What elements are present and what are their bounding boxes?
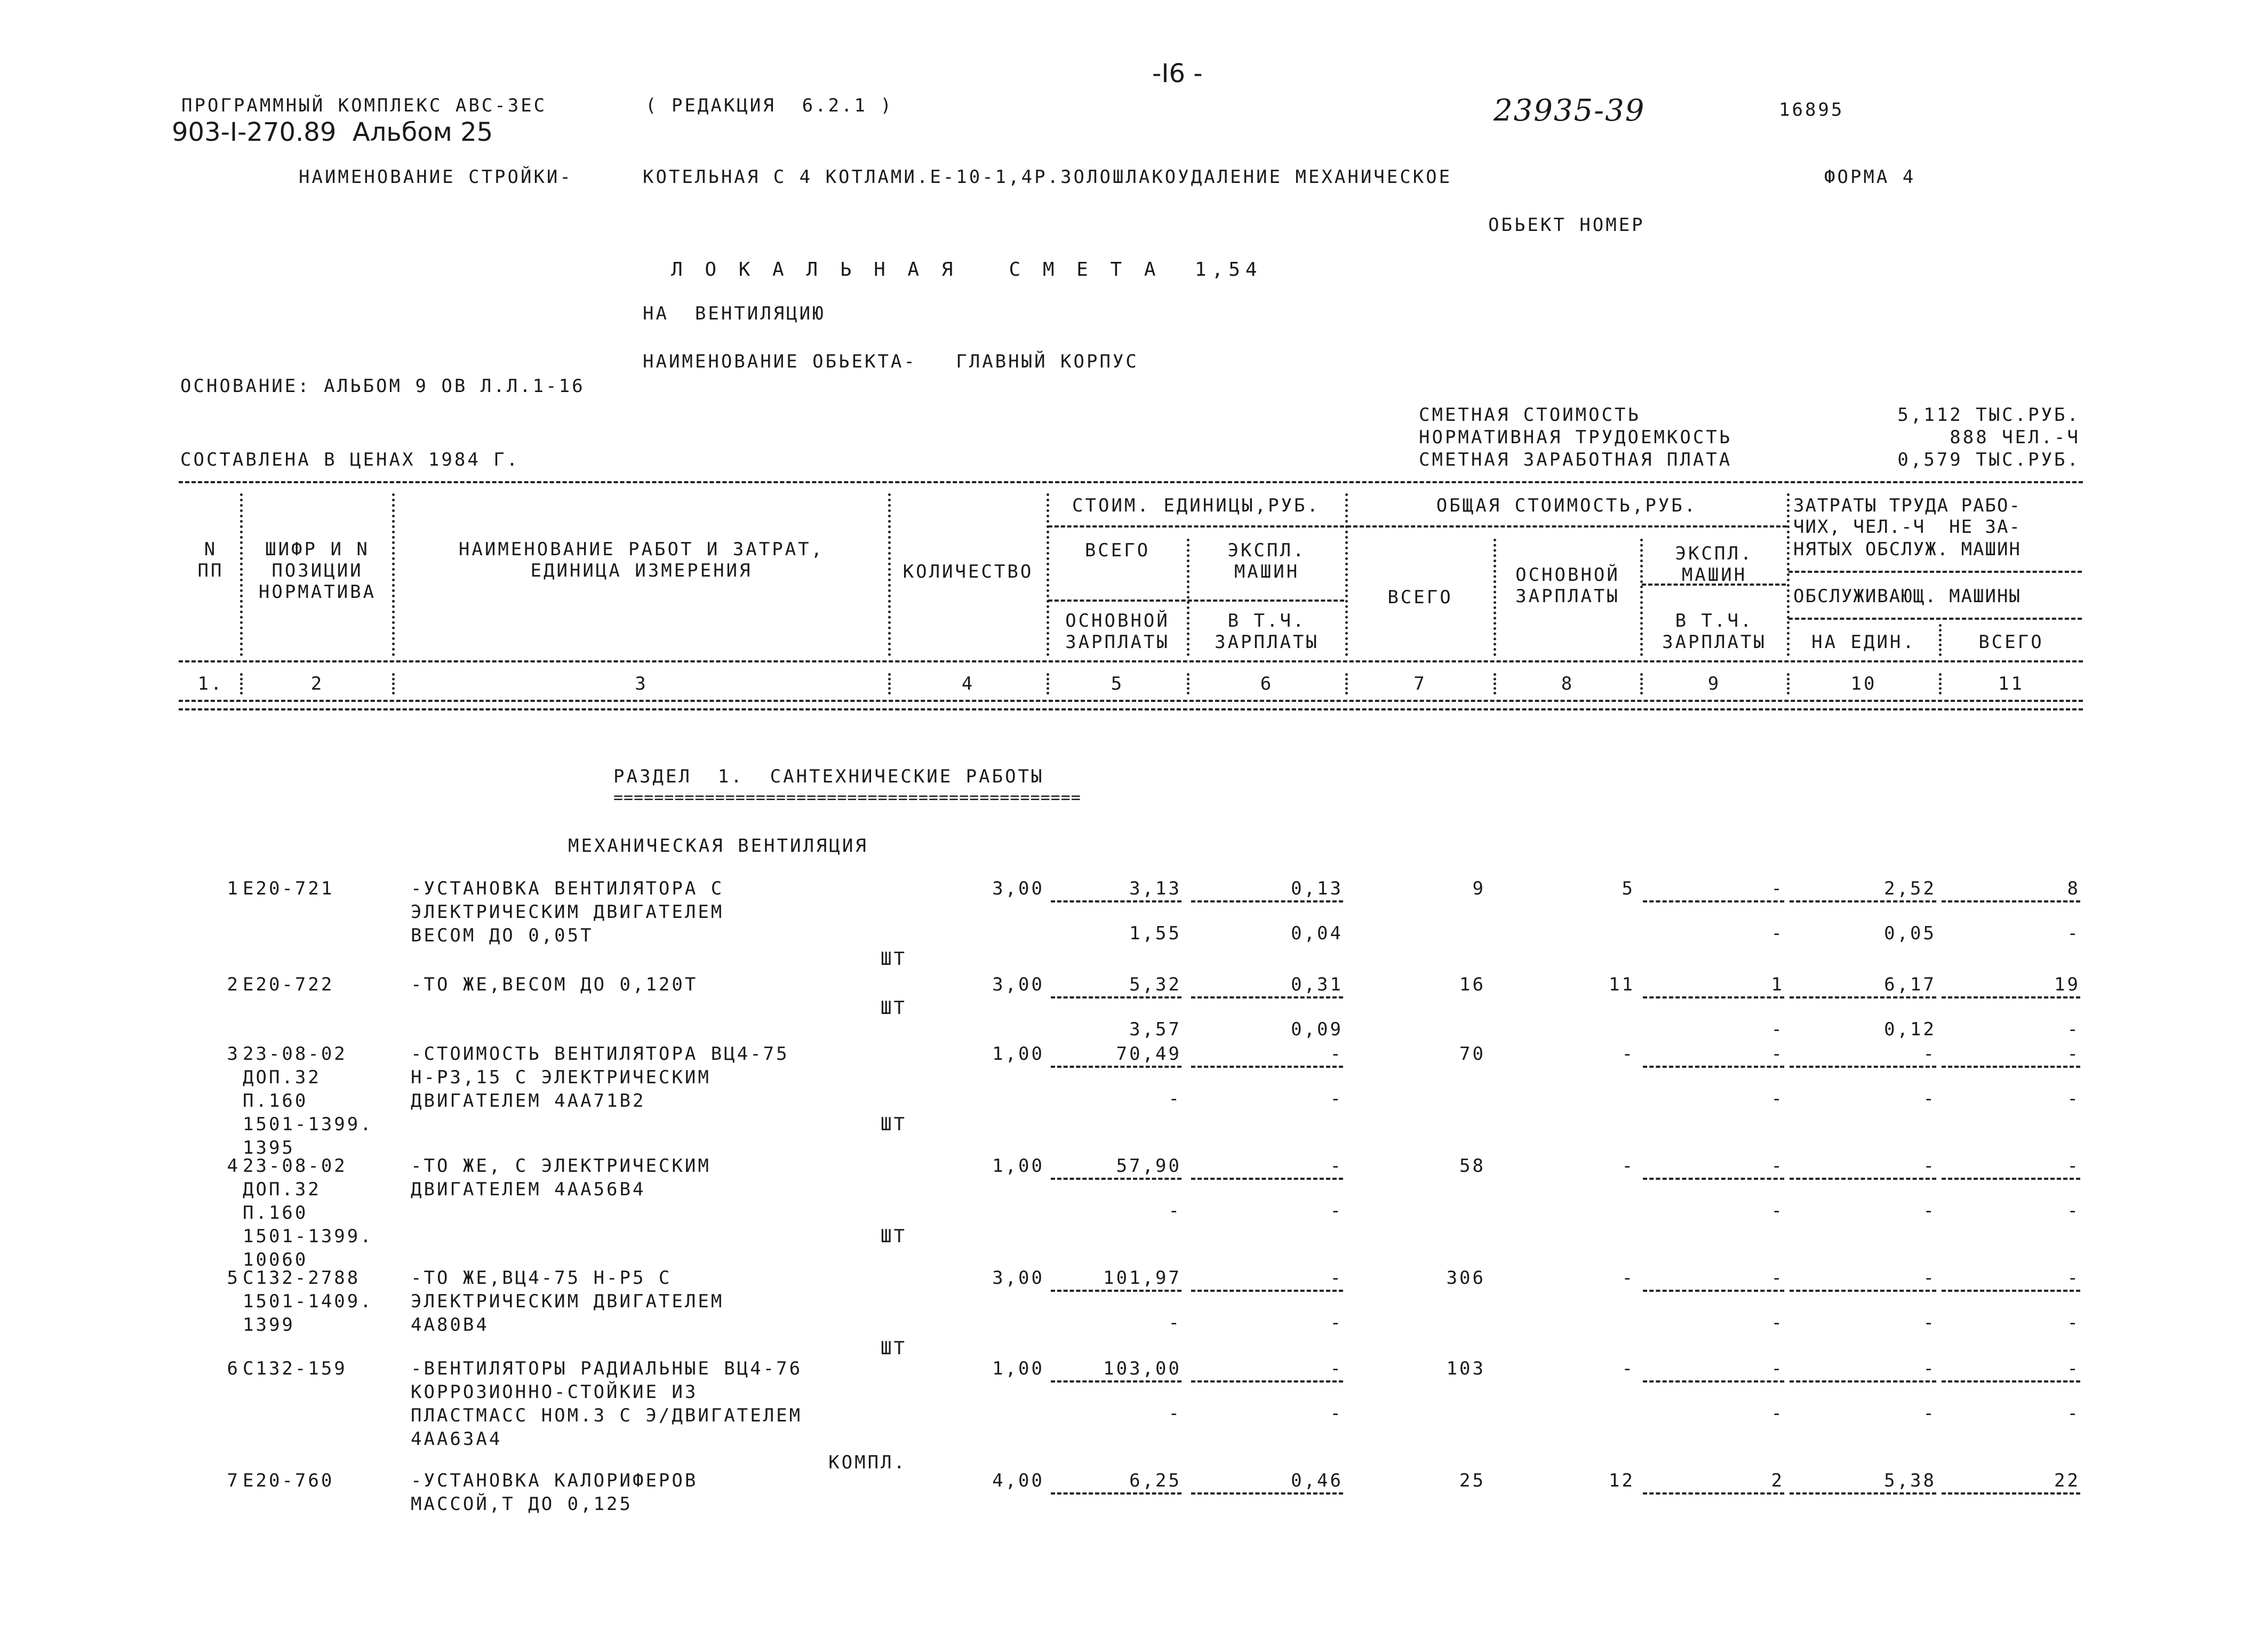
cell-divider-rule [1942, 1380, 2080, 1383]
row-number: 5 [227, 1267, 240, 1289]
row-unit: ШТ [881, 1114, 907, 1135]
cell-divider-rule [1051, 996, 1181, 998]
cell-divider-rule [1051, 1380, 1181, 1383]
header-total-base: ЗАРПЛАТЫ [1515, 586, 1620, 607]
basis-reference: ОСНОВАНИЕ: АЛЬБОМ 9 ОВ Л.Л.1-16 [180, 375, 585, 397]
total-cost: 25 [1459, 1470, 1486, 1491]
labor-machines-total: - [2067, 1088, 2080, 1109]
header-total-base: ОСНОВНОЙ [1515, 564, 1620, 586]
summary-label: СМЕТНАЯ СТОИМОСТЬ [1419, 404, 1641, 426]
album-reference: 903-I-270.89 Альбом 25 [172, 117, 493, 147]
cell-divider-rule [1790, 1066, 1936, 1068]
row-description: ЭЛЕКТРИЧЕСКИМ ДВИГАТЕЛЕМ [411, 1291, 724, 1312]
total-cost: 103 [1446, 1358, 1486, 1379]
total-machines: - [1771, 878, 1784, 899]
header-total-mach: ЭКСПЛ. [1675, 543, 1754, 564]
row-number: 1 [227, 878, 240, 899]
row-code: 23-08-02 [243, 1155, 347, 1177]
price-basis: СОСТАВЛЕНА В ЦЕНАХ 1984 Г. [180, 449, 520, 470]
total-base-salary: 12 [1609, 1470, 1635, 1491]
cell-divider-rule [1942, 1178, 2080, 1180]
unit-cost-salary-incl: - [1330, 1200, 1343, 1221]
labor-total: - [2067, 1043, 2080, 1065]
row-description: -СТОИМОСТЬ ВЕНТИЛЯТОРА ВЦ4-75 [411, 1043, 789, 1065]
unit-cost-base-salary: - [1168, 1312, 1181, 1333]
total-cost: 16 [1459, 974, 1486, 995]
unit-cost-total: 103,00 [1103, 1358, 1181, 1379]
unit-cost-total: 6,25 [1129, 1470, 1181, 1491]
row-quantity: 1,00 [992, 1155, 1044, 1177]
row-quantity: 4,00 [992, 1470, 1044, 1491]
total-machines: - [1771, 1155, 1784, 1177]
header-total-cost: ОБЩАЯ СТОИМОСТЬ,РУБ. [1436, 495, 1698, 516]
column-divider [1640, 673, 1643, 694]
row-quantity: 3,00 [992, 974, 1044, 995]
cell-divider-rule [1790, 900, 1936, 902]
cell-divider-rule [1191, 996, 1343, 998]
unit-cost-salary-incl: 0,04 [1291, 923, 1343, 944]
total-machines: 2 [1771, 1470, 1784, 1491]
cell-divider-rule [1051, 1492, 1181, 1495]
unit-cost-base-salary: - [1168, 1088, 1181, 1109]
total-machine-salary: - [1771, 1019, 1784, 1040]
cell-divider-rule [1191, 1492, 1343, 1495]
labor-per-unit: - [1923, 1155, 1936, 1177]
document-title: Л О К А Л Ь Н А Я С М Е Т А 1,54 [671, 259, 1263, 281]
program-name: ПРОГРАММНЫЙ КОМПЛЕКС АВС-3ЕС [181, 95, 547, 116]
column-number: 10 [1850, 673, 1877, 694]
cell-divider-rule [1790, 1290, 1936, 1292]
row-unit: ШТ [881, 1226, 907, 1247]
total-machines: - [1771, 1358, 1784, 1379]
summary-value: 888 ЧЕЛ.-Ч [1950, 427, 2080, 448]
column-divider [1047, 673, 1049, 694]
header-labor-total: ВСЕГО [1978, 632, 2044, 653]
unit-cost-total: 57,90 [1116, 1155, 1181, 1177]
cell-divider-rule [1051, 900, 1181, 902]
column-number-rule [179, 708, 2083, 710]
row-code: Е20-760 [243, 1470, 334, 1491]
row-description: ДВИГАТЕЛЕМ 4АА56В4 [411, 1179, 646, 1200]
labor-total: 19 [2054, 974, 2080, 995]
row-description: ПЛАСТМАСС НОМ.3 С Э/ДВИГАТЕЛЕМ [411, 1405, 803, 1426]
summary-label: НОРМАТИВНАЯ ТРУДОЕМКОСТЬ [1419, 427, 1732, 448]
header-sub-rule [1048, 525, 1344, 528]
row-code: П.160 [243, 1202, 308, 1224]
header-total-all: ВСЕГО [1387, 587, 1453, 608]
header-code-label: НОРМАТИВА [258, 581, 377, 603]
header-unit-base: ОСНОВНОЙ [1065, 610, 1170, 632]
row-number: 3 [227, 1043, 240, 1065]
row-description: -ВЕНТИЛЯТОРЫ РАДИАЛЬНЫЕ ВЦ4-76 [411, 1358, 803, 1379]
column-number: 6 [1260, 673, 1274, 694]
row-code: С132-2788 [243, 1267, 361, 1289]
header-sub-rule [1048, 600, 1344, 602]
column-divider [888, 673, 891, 694]
labor-machines-per-unit: - [1923, 1088, 1936, 1109]
program-edition: ( РЕДАКЦИЯ 6.2.1 ) [645, 95, 893, 116]
cell-divider-rule [1790, 1492, 1936, 1495]
header-desc-label: НАИМЕНОВАНИЕ РАБОТ И ЗАТРАТ, [458, 539, 825, 560]
labor-machines-total: - [2067, 1403, 2080, 1424]
header-sub-rule [1347, 525, 1787, 528]
row-code: 10060 [243, 1249, 308, 1271]
total-base-salary: 11 [1609, 974, 1635, 995]
labor-total: 8 [2067, 878, 2080, 899]
section-underline: ============================================== [613, 788, 1081, 807]
unit-cost-base-salary: - [1168, 1403, 1181, 1424]
header-unit-incl: ЗАРПЛАТЫ [1215, 632, 1319, 653]
unit-cost-machines: 0,31 [1291, 974, 1343, 995]
header-labor: НЯТЫХ ОБСЛУЖ. МАШИН [1793, 539, 2021, 560]
cell-divider-rule [1051, 1178, 1181, 1180]
construction-label: НАИМЕНОВАНИЕ СТРОЙКИ- [299, 166, 573, 188]
header-labor-machines: ОБСЛУЖИВАЮЩ. МАШИНЫ [1793, 586, 2021, 607]
unit-cost-machines: 0,46 [1291, 1470, 1343, 1491]
unit-cost-salary-incl: - [1330, 1312, 1343, 1333]
header-sub-rule [1788, 618, 2082, 620]
cell-divider-rule [1942, 996, 2080, 998]
row-description: ЭЛЕКТРИЧЕСКИМ ДВИГАТЕЛЕМ [411, 901, 724, 923]
unit-cost-total: 5,32 [1129, 974, 1181, 995]
cell-divider-rule [1790, 1380, 1936, 1383]
total-machine-salary: - [1771, 1312, 1784, 1333]
row-number: 4 [227, 1155, 240, 1177]
object-name: НАИМЕНОВАНИЕ ОБЬЕКТА- ГЛАВНЫЙ КОРПУС [643, 351, 1139, 372]
header-bottom-rule [179, 660, 2083, 662]
row-quantity: 1,00 [992, 1358, 1044, 1379]
page-number: -I6 - [1152, 59, 1203, 89]
cell-divider-rule [1942, 1290, 2080, 1292]
column-number: 9 [1707, 673, 1721, 694]
labor-per-unit: 5,38 [1884, 1470, 1936, 1491]
header-unit-total: ВСЕГО [1084, 540, 1151, 561]
row-code: Е20-721 [243, 878, 334, 899]
unit-cost-machines: - [1330, 1155, 1343, 1177]
cell-divider-rule [1051, 1290, 1181, 1292]
labor-per-unit: 6,17 [1884, 974, 1936, 995]
total-cost: 70 [1459, 1043, 1486, 1065]
cell-divider-rule [1643, 1290, 1784, 1292]
labor-machines-per-unit: 0,05 [1884, 923, 1936, 944]
row-code: ДОП.32 [243, 1179, 321, 1200]
labor-machines-per-unit: - [1923, 1200, 1936, 1221]
header-qty-label: КОЛИЧЕСТВО [903, 561, 1034, 582]
unit-cost-base-salary: 1,55 [1129, 923, 1181, 944]
header-unit-mach: ЭКСПЛ. [1227, 540, 1306, 561]
row-code: 1395 [243, 1137, 295, 1158]
column-number: 7 [1413, 673, 1427, 694]
unit-cost-total: 70,49 [1116, 1043, 1181, 1065]
total-cost: 58 [1459, 1155, 1486, 1177]
header-num-label: ПП [197, 560, 224, 581]
column-divider [1787, 673, 1790, 694]
summary-label: СМЕТНАЯ ЗАРАБОТНАЯ ПЛАТА [1419, 449, 1732, 470]
cell-divider-rule [1942, 1066, 2080, 1068]
column-number: 2 [310, 673, 324, 694]
header-top-rule [179, 481, 2083, 483]
labor-machines-total: - [2067, 1312, 2080, 1333]
column-divider [1939, 673, 1942, 694]
form-number: ФОРМА 4 [1824, 166, 1916, 188]
header-total-mach: МАШИН [1681, 564, 1747, 586]
labor-per-unit: - [1923, 1267, 1936, 1289]
header-total-incl: ЗАРПЛАТЫ [1662, 632, 1767, 653]
row-code: С132-159 [243, 1358, 347, 1379]
cell-divider-rule [1643, 1380, 1784, 1383]
unit-cost-machines: 0,13 [1291, 878, 1343, 899]
header-code-label: ШИФР И N [265, 539, 370, 560]
cell-divider-rule [1643, 1178, 1784, 1180]
header-desc-label: ЕДИНИЦА ИЗМЕРЕНИЯ [530, 560, 753, 581]
row-description: КОРРОЗИОННО-СТОЙКИЕ ИЗ [411, 1381, 698, 1403]
summary-value: 0,579 ТЫС.РУБ. [1897, 449, 2080, 470]
header-unit-mach: МАШИН [1234, 561, 1300, 582]
header-labor: ЧИХ, ЧЕЛ.-Ч НЕ ЗА- [1793, 516, 2021, 538]
column-number: 3 [635, 673, 648, 694]
total-machine-salary: - [1771, 923, 1784, 944]
labor-per-unit: - [1923, 1043, 1936, 1065]
unit-cost-machines: - [1330, 1043, 1343, 1065]
labor-total: 22 [2054, 1470, 2080, 1491]
total-machines: 1 [1771, 974, 1784, 995]
row-description: -ТО ЖЕ,ВЦ4-75 Н-Р5 С [411, 1267, 672, 1289]
labor-per-unit: 2,52 [1884, 878, 1936, 899]
cell-divider-rule [1643, 1066, 1784, 1068]
total-cost: 306 [1446, 1267, 1486, 1289]
row-description: МАССОЙ,Т ДО 0,125 [411, 1493, 633, 1515]
column-number: 8 [1561, 673, 1575, 694]
section-title: РАЗДЕЛ 1. САНТЕХНИЧЕСКИЕ РАБОТЫ [613, 766, 1044, 787]
total-machine-salary: - [1771, 1088, 1784, 1109]
labor-machines-total: - [2067, 1019, 2080, 1040]
cell-divider-rule [1191, 1380, 1343, 1383]
labor-total: - [2067, 1267, 2080, 1289]
document-number: 16895 [1779, 99, 1844, 121]
row-description: -ТО ЖЕ, С ЭЛЕКТРИЧЕСКИМ [411, 1155, 711, 1177]
labor-machines-per-unit: - [1923, 1403, 1936, 1424]
header-unit-base: ЗАРПЛАТЫ [1065, 632, 1170, 653]
row-number: 7 [227, 1470, 240, 1491]
total-base-salary: - [1622, 1155, 1635, 1177]
total-base-salary: - [1622, 1267, 1635, 1289]
row-code: 23-08-02 [243, 1043, 347, 1065]
row-description: Н-Р3,15 С ЭЛЕКТРИЧЕСКИМ [411, 1067, 711, 1088]
unit-cost-total: 101,97 [1103, 1267, 1181, 1289]
cell-divider-rule [1191, 1178, 1343, 1180]
cell-divider-rule [1191, 900, 1343, 902]
column-divider [240, 673, 243, 694]
cell-divider-rule [1191, 1290, 1343, 1292]
row-description: 4АА63А4 [411, 1428, 502, 1450]
column-number-rule [179, 700, 2083, 702]
header-unit-cost: СТОИМ. ЕДИНИЦЫ,РУБ. [1072, 495, 1320, 516]
unit-cost-salary-incl: 0,09 [1291, 1019, 1343, 1040]
row-quantity: 3,00 [992, 878, 1044, 899]
row-quantity: 3,00 [992, 1267, 1044, 1289]
total-base-salary: - [1622, 1043, 1635, 1065]
row-code: ДОП.32 [243, 1067, 321, 1088]
column-divider [1345, 493, 1348, 656]
column-number: 11 [1998, 673, 2024, 694]
column-divider [1494, 673, 1496, 694]
row-number: 2 [227, 974, 240, 995]
row-code: Е20-722 [243, 974, 334, 995]
row-code: 1501-1409. [243, 1291, 373, 1312]
document-code: 23935-39 [1494, 93, 1646, 128]
total-machines: - [1771, 1267, 1784, 1289]
cell-divider-rule [1790, 1178, 1936, 1180]
header-sub-rule [1788, 571, 2082, 573]
header-labor: ЗАТРАТЫ ТРУДА РАБО- [1793, 495, 2021, 516]
labor-machines-per-unit: 0,12 [1884, 1019, 1936, 1040]
row-description: ДВИГАТЕЛЕМ 4АА71В2 [411, 1090, 646, 1112]
labor-machines-per-unit: - [1923, 1312, 1936, 1333]
row-description: ВЕСОМ ДО 0,05Т [411, 925, 594, 946]
unit-cost-base-salary: - [1168, 1200, 1181, 1221]
row-number: 6 [227, 1358, 240, 1379]
unit-cost-salary-incl: - [1330, 1403, 1343, 1424]
row-code: 1399 [243, 1314, 295, 1336]
unit-cost-total: 3,13 [1129, 878, 1181, 899]
object-number: ОБЬЕКТ НОМЕР [1488, 214, 1645, 236]
cell-divider-rule [1942, 900, 2080, 902]
column-number: 1. [197, 673, 224, 694]
row-code: 1501-1399. [243, 1114, 373, 1135]
row-unit: ШТ [881, 948, 907, 970]
column-number: 4 [961, 673, 975, 694]
total-machine-salary: - [1771, 1200, 1784, 1221]
header-total-incl: В Т.Ч. [1675, 610, 1754, 632]
cell-divider-rule [1643, 900, 1784, 902]
labor-total: - [2067, 1358, 2080, 1379]
header-code-label: ПОЗИЦИИ [271, 560, 363, 581]
total-base-salary: - [1622, 1358, 1635, 1379]
total-base-salary: 5 [1622, 878, 1635, 899]
cell-divider-rule [1643, 996, 1784, 998]
column-divider [392, 673, 395, 694]
unit-cost-salary-incl: - [1330, 1088, 1343, 1109]
row-unit: КОМПЛ. [828, 1452, 907, 1473]
cell-divider-rule [1790, 996, 1936, 998]
row-description: -ТО ЖЕ,ВЕСОМ ДО 0,120Т [411, 974, 698, 995]
labor-per-unit: - [1923, 1358, 1936, 1379]
row-unit: ШТ [881, 1338, 907, 1359]
cell-divider-rule [1942, 1492, 2080, 1495]
labor-machines-total: - [2067, 923, 2080, 944]
cell-divider-rule [1051, 1066, 1181, 1068]
row-description: -УСТАНОВКА ВЕНТИЛЯТОРА С [411, 878, 724, 899]
column-number: 5 [1111, 673, 1124, 694]
labor-total: - [2067, 1155, 2080, 1177]
total-machine-salary: - [1771, 1403, 1784, 1424]
labor-machines-total: - [2067, 1200, 2080, 1221]
header-labor-unit: НА ЕДИН. [1811, 632, 1916, 653]
header-num-label: N [204, 539, 218, 560]
total-machines: - [1771, 1043, 1784, 1065]
document-subtitle: НА ВЕНТИЛЯЦИЮ [643, 303, 826, 324]
subsection-title: МЕХАНИЧЕСКАЯ ВЕНТИЛЯЦИЯ [568, 835, 868, 857]
row-code: 1501-1399. [243, 1226, 373, 1247]
summary-value: 5,112 ТЫС.РУБ. [1897, 404, 2080, 426]
total-cost: 9 [1472, 878, 1486, 899]
construction-name: КОТЕЛЬНАЯ С 4 КОТЛАМИ.Е-10-1,4Р.ЗОЛОШЛАКОУДАЛЕНИЕ МЕХАНИЧЕСКОЕ [643, 166, 1452, 188]
unit-cost-machines: - [1330, 1358, 1343, 1379]
unit-cost-machines: - [1330, 1267, 1343, 1289]
cell-divider-rule [1191, 1066, 1343, 1068]
header-unit-incl: В Т.Ч. [1227, 610, 1306, 632]
column-divider [1187, 673, 1189, 694]
cell-divider-rule [1643, 1492, 1784, 1495]
row-unit: ШТ [881, 997, 907, 1019]
column-divider [1345, 673, 1348, 694]
row-description: 4А80В4 [411, 1314, 489, 1336]
row-description: -УСТАНОВКА КАЛОРИФЕРОВ [411, 1470, 698, 1491]
row-quantity: 1,00 [992, 1043, 1044, 1065]
unit-cost-base-salary: 3,57 [1129, 1019, 1181, 1040]
row-code: П.160 [243, 1090, 308, 1112]
